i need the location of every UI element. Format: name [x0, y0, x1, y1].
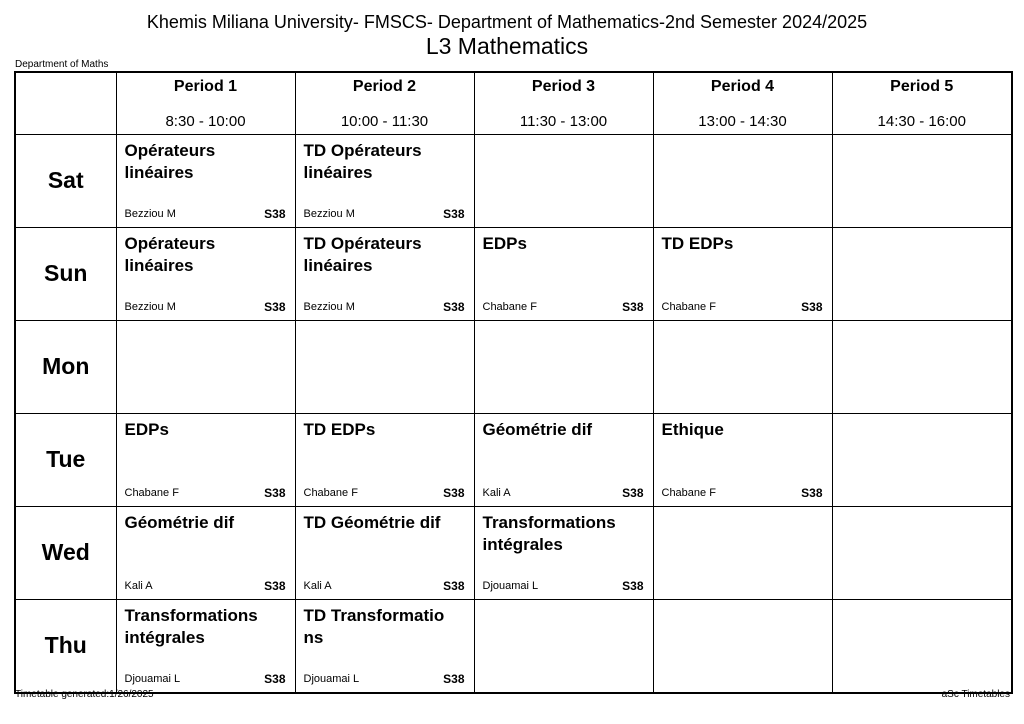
corner-cell [15, 72, 116, 134]
lesson-room: S38 [622, 299, 644, 314]
lesson-teacher: Bezziou M [303, 207, 355, 220]
period-header [653, 72, 832, 134]
lesson-cell [474, 320, 653, 413]
lesson-cell [474, 599, 653, 693]
period-header [474, 72, 653, 134]
lesson-room: S38 [443, 485, 465, 500]
lesson-room: S38 [443, 578, 465, 593]
lesson-cell [832, 413, 1012, 506]
lesson-cell [653, 227, 832, 320]
lesson-subject: EDPs [482, 233, 527, 253]
period-time: 10:00 - 11:30 [340, 113, 429, 130]
lesson-room: S38 [264, 578, 286, 593]
lesson-room: S38 [801, 299, 823, 314]
lesson-teacher: Bezziou M [124, 207, 176, 220]
period-time: 11:30 - 13:00 [519, 113, 608, 130]
lesson-room: S38 [622, 578, 644, 593]
lesson-room: S38 [264, 206, 286, 221]
lesson-room: S38 [622, 485, 644, 500]
lesson-teacher: Kali A [482, 486, 511, 499]
lesson-room: S38 [443, 671, 465, 686]
period-header [295, 72, 474, 134]
lesson-cell [653, 413, 832, 506]
lesson-subject: Transformations intégrales [482, 512, 616, 554]
period-time: 13:00 - 14:30 [698, 113, 787, 130]
software-brand: aSc Timetables [941, 689, 1010, 700]
timetable-subtitle: L3 Mathematics [425, 33, 589, 59]
lesson-cell [116, 413, 295, 506]
lesson-cell [295, 599, 474, 693]
lesson-teacher: Chabane F [661, 486, 716, 499]
timetable-title: Khemis Miliana University- FMSCS- Department of Mathematics-2nd Semester 2024/2025 [146, 12, 868, 32]
lesson-cell [295, 227, 474, 320]
lesson-cell [474, 134, 653, 227]
lesson-cell [832, 320, 1012, 413]
lesson-cell [116, 134, 295, 227]
period-name: Period 4 [710, 78, 775, 95]
lesson-cell [295, 134, 474, 227]
day-row-tue [15, 413, 1012, 506]
lesson-subject: EDPs [124, 419, 169, 439]
lesson-subject: Ethique [661, 419, 724, 439]
day-row-mon [15, 320, 1012, 413]
period-name: Period 2 [352, 78, 417, 95]
lesson-cell [832, 134, 1012, 227]
lesson-cell [474, 506, 653, 599]
department-label: Department of Maths [15, 59, 109, 70]
lesson-subject: Géométrie dif [124, 512, 235, 532]
period-header [832, 72, 1012, 134]
lesson-teacher: Djouamai L [482, 579, 539, 592]
day-row-sun [15, 227, 1012, 320]
lesson-teacher: Djouamai L [124, 672, 181, 685]
lesson-subject: Opérateurs linéaires [124, 233, 216, 275]
day-row-sat [15, 134, 1012, 227]
lesson-subject: TD Opérateurs linéaires [303, 233, 422, 275]
day-label: Thu [15, 599, 116, 693]
lesson-teacher: Chabane F [661, 300, 716, 313]
lesson-room: S38 [264, 671, 286, 686]
timetable-grid [14, 71, 1013, 694]
day-label: Sun [15, 227, 116, 320]
lesson-cell [295, 320, 474, 413]
lesson-cell [295, 506, 474, 599]
generated-date: Timetable generated:1/26/2025 [15, 689, 154, 700]
period-time: 8:30 - 10:00 [165, 113, 246, 130]
day-label: Sat [15, 134, 116, 227]
lesson-cell [474, 413, 653, 506]
lesson-teacher: Kali A [303, 579, 332, 592]
lesson-cell [116, 227, 295, 320]
lesson-subject: TD EDPs [303, 419, 376, 439]
lesson-teacher: Bezziou M [124, 300, 176, 313]
lesson-cell [116, 506, 295, 599]
lesson-subject: TD Géométrie dif [303, 512, 441, 532]
period-name: Period 3 [531, 78, 596, 95]
period-time: 14:30 - 16:00 [877, 113, 966, 130]
lesson-cell [832, 599, 1012, 693]
lesson-teacher: Kali A [124, 579, 153, 592]
day-label: Wed [15, 506, 116, 599]
lesson-teacher: Chabane F [482, 300, 537, 313]
day-label: Tue [15, 413, 116, 506]
lesson-cell [116, 320, 295, 413]
lesson-subject: TD EDPs [661, 233, 734, 253]
day-row-thu [15, 599, 1012, 693]
lesson-teacher: Djouamai L [303, 672, 360, 685]
lesson-cell [295, 413, 474, 506]
lesson-cell [653, 320, 832, 413]
lesson-room: S38 [801, 485, 823, 500]
period-name: Period 5 [890, 78, 954, 95]
period-header-row [15, 72, 1012, 134]
lesson-subject: TD Opérateurs linéaires [303, 140, 422, 182]
lesson-subject: Transformations intégrales [124, 605, 258, 647]
lesson-cell [116, 599, 295, 693]
lesson-teacher: Chabane F [303, 486, 358, 499]
lesson-cell [653, 134, 832, 227]
lesson-cell [474, 227, 653, 320]
day-label: Mon [15, 320, 116, 413]
lesson-room: S38 [264, 299, 286, 314]
lesson-subject: Opérateurs linéaires [124, 140, 216, 182]
lesson-subject: Géométrie dif [482, 419, 593, 439]
period-name: Period 1 [173, 78, 238, 95]
day-row-wed [15, 506, 1012, 599]
lesson-cell [832, 227, 1012, 320]
lesson-cell [653, 599, 832, 693]
lesson-cell [653, 506, 832, 599]
lesson-room: S38 [443, 206, 465, 221]
lesson-room: S38 [443, 299, 465, 314]
lesson-cell [832, 506, 1012, 599]
lesson-room: S38 [264, 485, 286, 500]
period-header [116, 72, 295, 134]
lesson-teacher: Chabane F [124, 486, 179, 499]
lesson-subject: TD Transformatio ns [303, 605, 445, 647]
lesson-teacher: Bezziou M [303, 300, 355, 313]
